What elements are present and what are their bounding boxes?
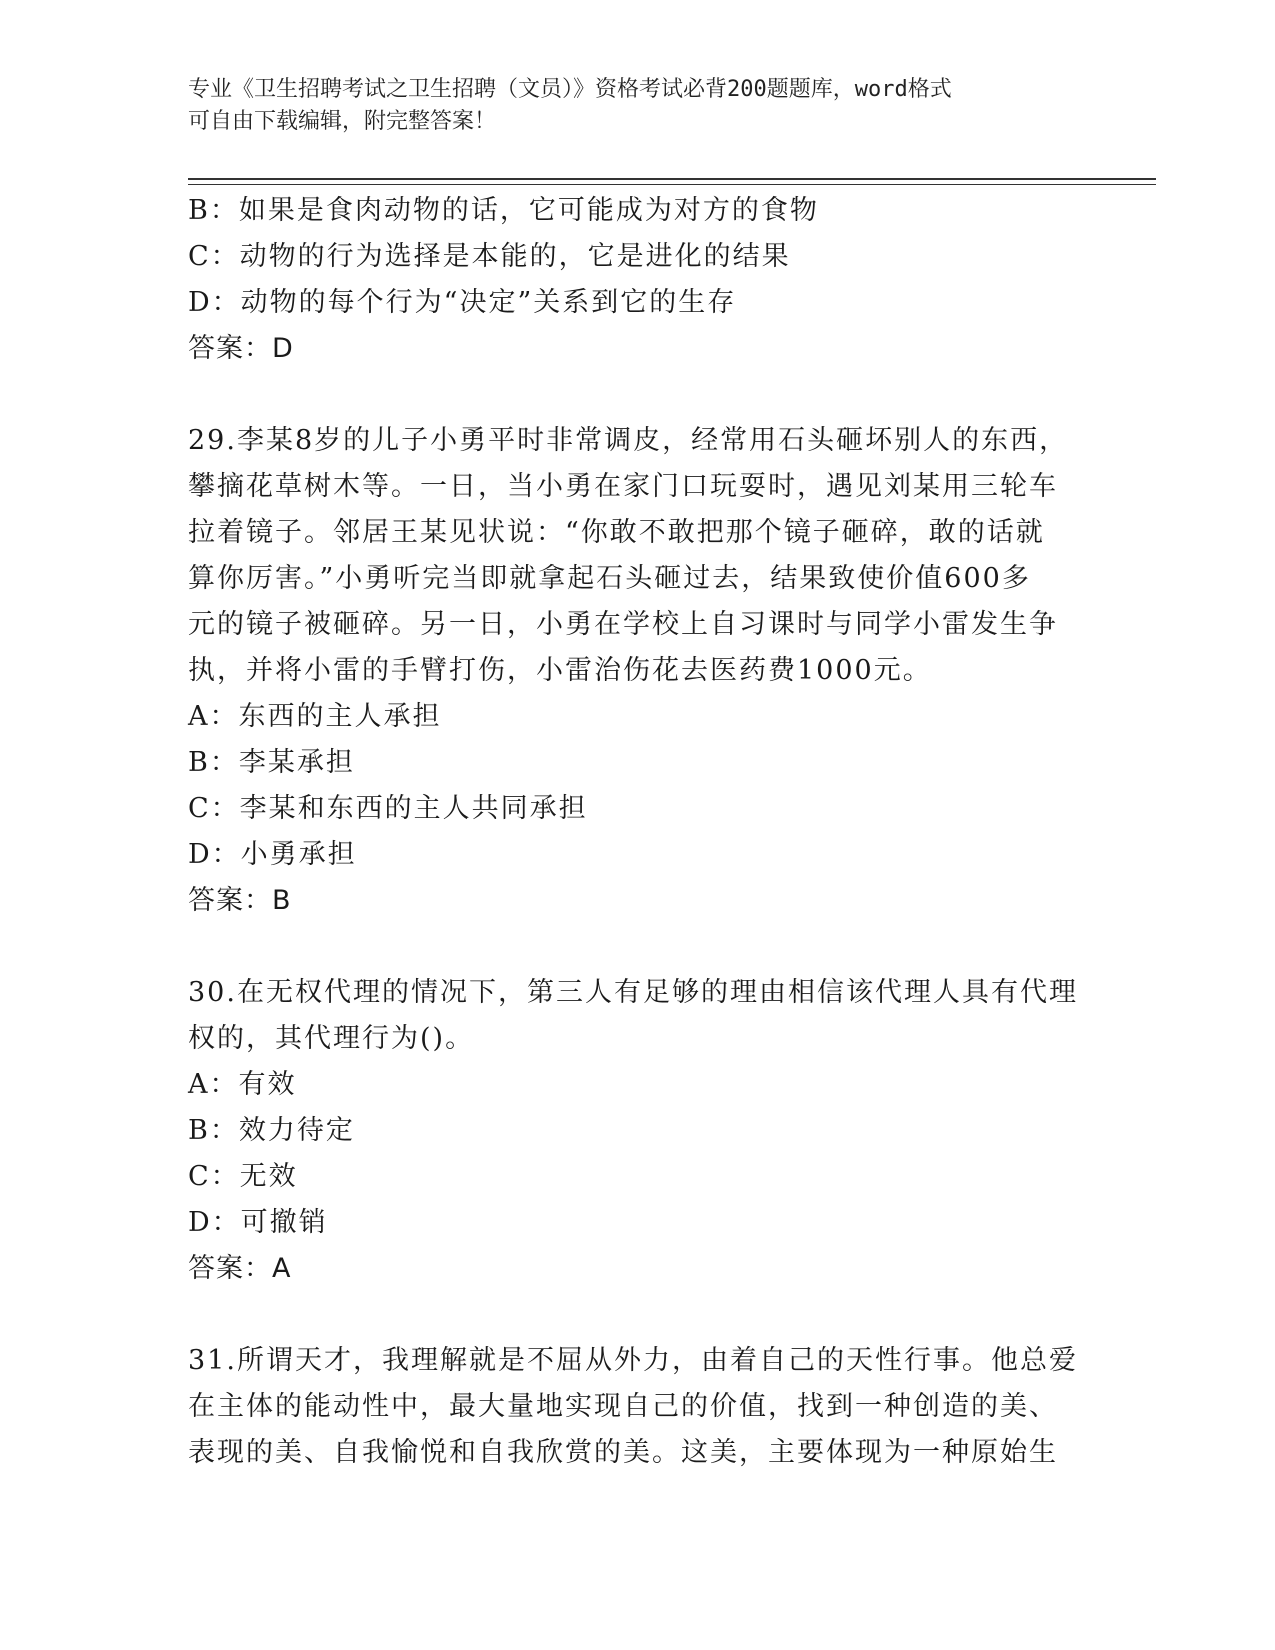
option-a: A：有效 <box>188 1069 297 1100</box>
question-text-line: 算你厉害。”小勇听完当即就拿起石头砸过去，结果致使价值600多 <box>188 563 1031 594</box>
option-d: D：可撤销 <box>188 1207 328 1238</box>
document-header <box>188 74 1068 138</box>
option-c: C：动物的行为选择是本能的，它是进化的结果 <box>188 241 791 272</box>
option-c: C：李某和东西的主人共同承担 <box>188 793 588 824</box>
header-title-line-1: 专业《卫生招聘考试之卫生招聘（文员）》资格考试必背200题题库，word格式 <box>188 77 952 102</box>
spacer <box>188 924 1088 970</box>
question-text-line: 表现的美、自我愉悦和自我欣赏的美。这美，主要体现为一种原始生 <box>188 1437 1058 1468</box>
question-31 <box>188 1338 1088 1476</box>
question-text-line: 攀摘花草树木等。一日，当小勇在家门口玩耍时，遇见刘某用三轮车 <box>188 471 1058 502</box>
option-b: B：如果是食肉动物的话，它可能成为对方的食物 <box>188 195 819 226</box>
question-29 <box>188 418 1088 924</box>
option-b: B：效力待定 <box>188 1115 355 1146</box>
header-title-line-2: 可自由下载编辑，附完整答案！ <box>188 109 497 134</box>
answer-line: 答案：B <box>188 885 292 916</box>
question-text-line: 执，并将小雷的手臂打伤，小雷治伤花去医药费1000元。 <box>188 655 932 686</box>
question-text-line: 31.所谓天才，我理解就是不屈从外力，由着自己的天性行事。他总爱 <box>188 1345 1078 1376</box>
header-divider-thick <box>188 178 1156 180</box>
option-d: D：小勇承担 <box>188 839 357 870</box>
option-b: B：李某承担 <box>188 747 355 778</box>
question-content <box>188 188 1088 1476</box>
spacer <box>188 1292 1088 1338</box>
option-a: A：东西的主人承担 <box>188 701 442 732</box>
question-text-line: 30.在无权代理的情况下，第三人有足够的理由相信该代理人具有代理 <box>188 977 1078 1008</box>
question-text-line: 拉着镜子。邻居王某见状说：“你敢不敢把那个镜子砸碎，敢的话就 <box>188 517 1045 548</box>
header-divider-thin <box>188 184 1156 185</box>
question-text-line: 29.李某8岁的儿子小勇平时非常调皮，经常用石头砸坏别人的东西， <box>188 425 1069 456</box>
question-30 <box>188 970 1088 1292</box>
answer-line: 答案：A <box>188 1253 292 1284</box>
question-28-continued <box>188 188 1088 372</box>
option-c: C：无效 <box>188 1161 298 1192</box>
question-text-line: 元的镜子被砸碎。另一日，小勇在学校上自习课时与同学小雷发生争 <box>188 609 1058 640</box>
answer-line: 答案：D <box>188 333 294 364</box>
spacer <box>188 372 1088 418</box>
question-text-line: 在主体的能动性中，最大量地实现自己的价值，找到一种创造的美、 <box>188 1391 1058 1422</box>
option-d: D：动物的每个行为“决定”关系到它的生存 <box>188 287 737 318</box>
question-text-line: 权的，其代理行为()。 <box>188 1023 475 1054</box>
